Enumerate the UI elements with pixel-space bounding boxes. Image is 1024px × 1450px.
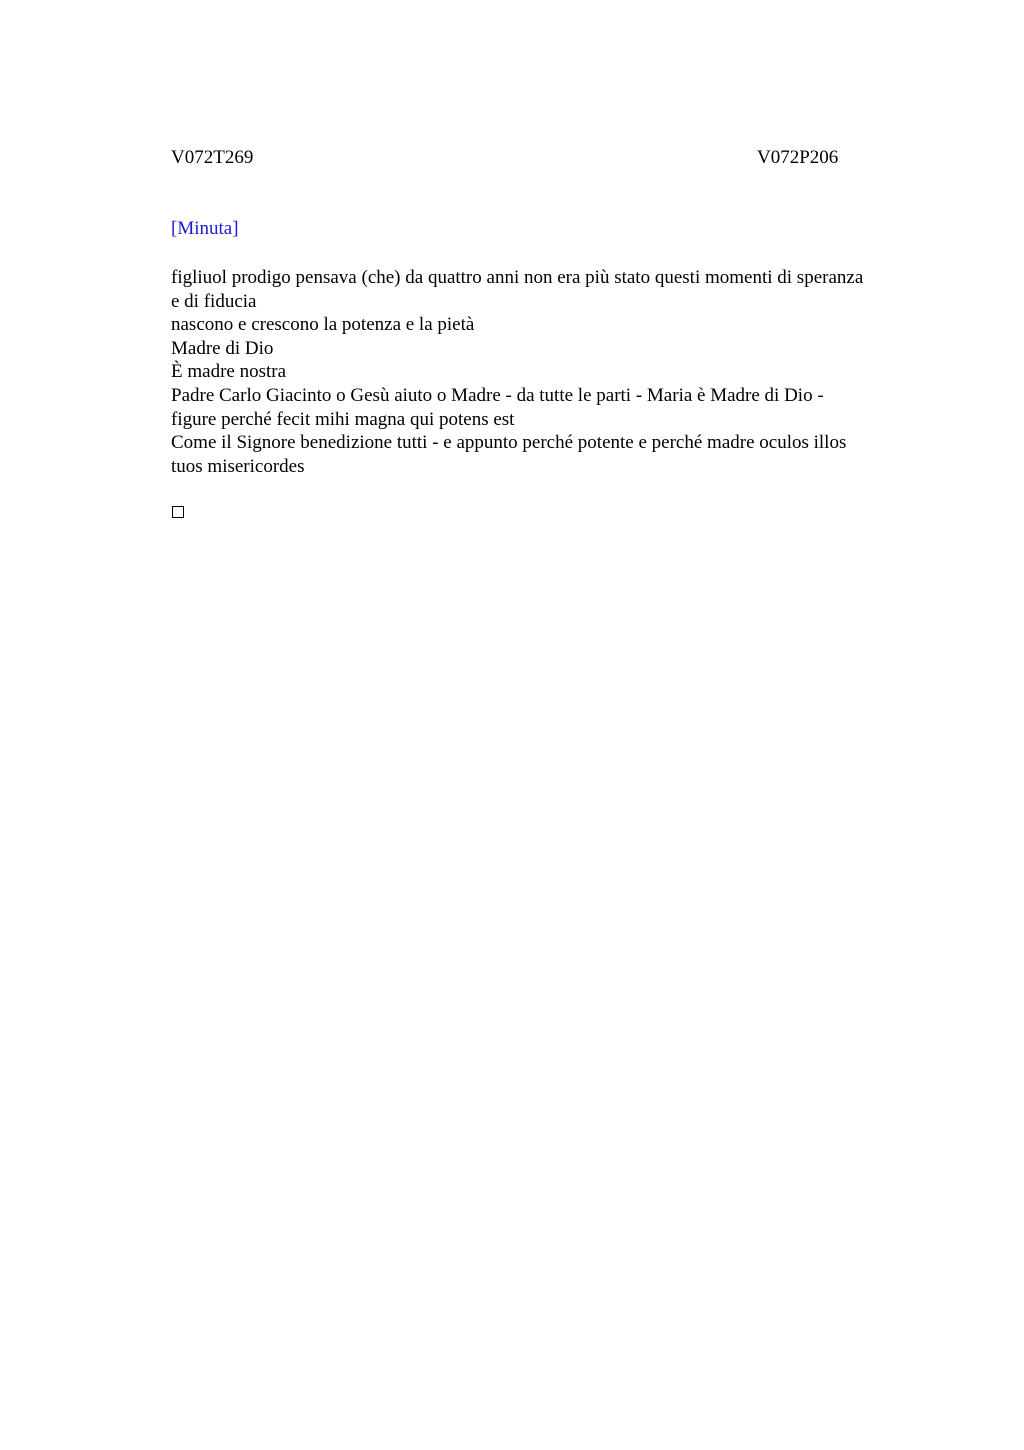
text-line: e di fiducia — [171, 290, 257, 312]
text-line: figliuol prodigo pensava (che) da quattro anni non era più stato questi momenti di speranza — [171, 267, 864, 288]
transcription-body — [171, 266, 931, 478]
text-line: tuos misericordes — [171, 455, 305, 477]
document-code-right: V072P206 — [757, 147, 839, 168]
text-line: È madre nostra — [171, 361, 287, 383]
section-label-minuta: [Minuta] — [171, 218, 239, 239]
text-line: Come il Signore benedizione tutti - e appunto perché potente e perché madre oculos illos — [171, 432, 847, 454]
text-line: figure perché fecit mihi magna qui potens est — [171, 408, 515, 430]
empty-square-icon — [172, 506, 184, 518]
document-code-left: V072T269 — [171, 147, 254, 168]
text-line: Padre Carlo Giacinto o Gesù aiuto o Madre - da tutte le parti - Maria è Madre di Dio - — [171, 384, 824, 406]
text-line: Madre di Dio — [171, 337, 274, 359]
text-line: nascono e crescono la potenza e la pietà — [171, 314, 475, 336]
